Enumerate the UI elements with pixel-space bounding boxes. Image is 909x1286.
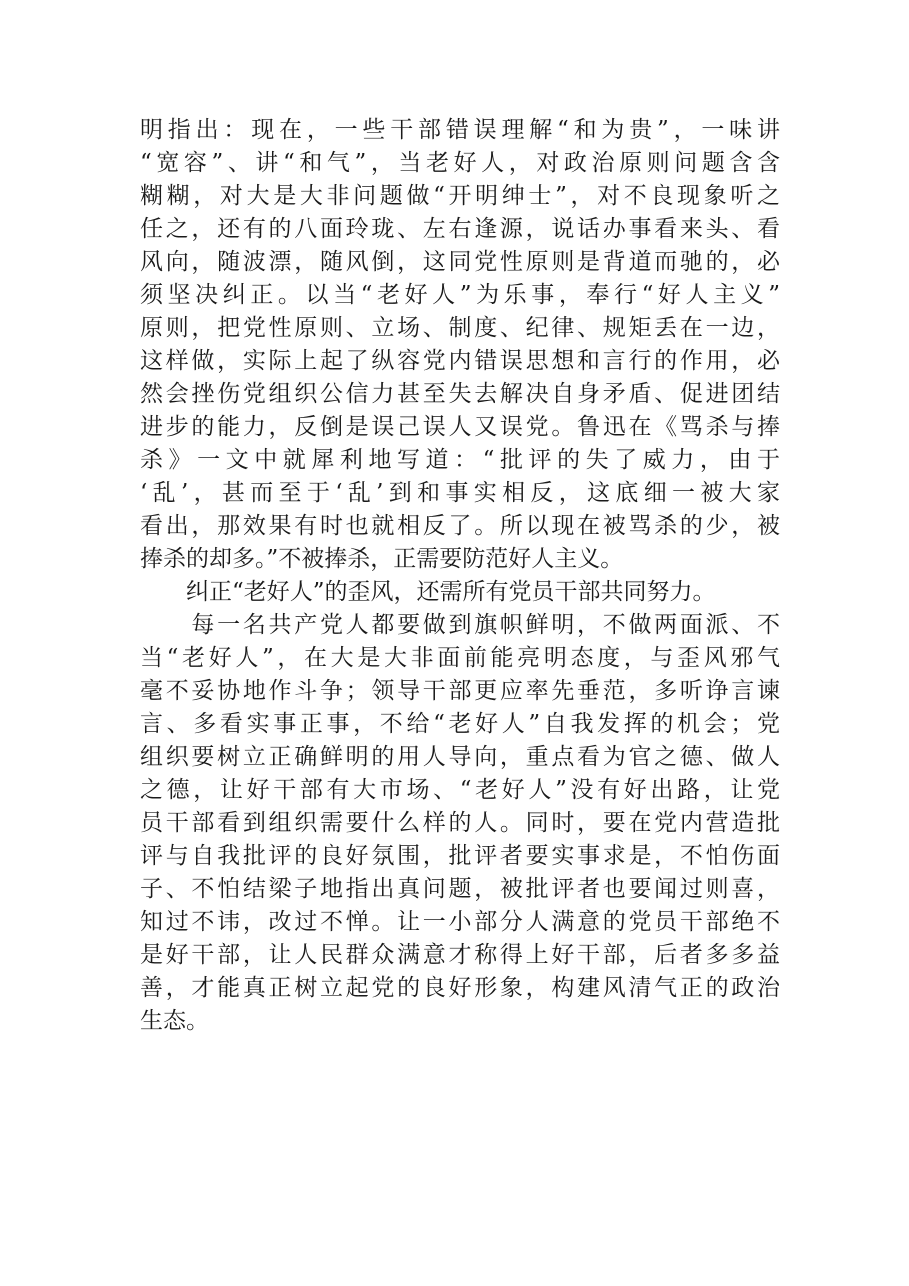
- text-line: 纠正“老好人”的歪风，还需所有党员干部共同努力。: [140, 579, 716, 605]
- text-line: 然会挫伤党组织公信力甚至失去解决自身矛盾、促进团结: [140, 381, 780, 407]
- article-body: [140, 114, 780, 1038]
- text-line: 须坚决纠正。以当“老好人”为乐事，奉行“好人主义”: [140, 282, 780, 308]
- text-line: 糊糊，对大是大非问题做“开明绅士”，对不良现象听之: [140, 183, 780, 209]
- text-line: 进步的能力，反倒是误己误人又误党。鲁迅在《骂杀与捧: [140, 414, 780, 440]
- text-line: 子、不怕结梁子地指出真问题，被批评者也要闻过则喜，: [140, 876, 780, 902]
- text-line: 是好干部，让人民群众满意才称得上好干部，后者多多益: [140, 942, 780, 968]
- text-line: 员干部看到组织需要什么样的人。同时，要在党内营造批: [140, 810, 780, 836]
- text-line: 原则，把党性原则、立场、制度、纪律、规矩丢在一边，: [140, 315, 780, 341]
- text-line: ‘乱’，甚而至于‘乱’到和事实相反，这底细一被大家: [140, 480, 780, 506]
- text-line: 看出，那效果有时也就相反了。所以现在被骂杀的少，被: [140, 513, 780, 539]
- text-line: 之德，让好干部有大市场、“老好人”没有好出路，让党: [140, 777, 780, 803]
- text-line: 这样做，实际上起了纵容党内错误思想和言行的作用，必: [140, 348, 780, 374]
- text-line: 明指出：现在，一些干部错误理解“和为贵”，一味讲: [140, 117, 780, 143]
- text-line: 捧杀的却多。”不被捧杀，正需要防范好人主义。: [140, 546, 624, 572]
- text-line: 杀》一文中就犀利地写道：“批评的失了威力，由于: [140, 447, 780, 473]
- text-line: 知过不讳，改过不惮。让一小部分人满意的党员干部绝不: [140, 909, 780, 935]
- text-line: 每一名共产党人都要做到旗帜鲜明，不做两面派、不: [140, 612, 780, 638]
- text-line: 组织要树立正确鲜明的用人导向，重点看为官之德、做人: [140, 744, 780, 770]
- text-line: 评与自我批评的良好氛围，批评者要实事求是，不怕伤面: [140, 843, 780, 869]
- text-line: “宽容”、讲“和气”，当老好人，对政治原则问题含含: [140, 150, 780, 176]
- text-line: 任之，还有的八面玲珑、左右逢源，说话办事看来头、看: [140, 216, 780, 242]
- text-line: 生态。: [140, 1008, 209, 1034]
- text-line: 当“老好人”，在大是大非面前能亮明态度，与歪风邪气: [140, 645, 780, 671]
- text-line: 风向，随波漂，随风倒，这同党性原则是背道而驰的，必: [140, 249, 780, 275]
- text-line: 善，才能真正树立起党的良好形象，构建风清气正的政治: [140, 975, 780, 1001]
- text-line: 言、多看实事正事，不给“老好人”自我发挥的机会；党: [140, 711, 780, 737]
- text-line: 毫不妥协地作斗争；领导干部更应率先垂范，多听诤言谏: [140, 678, 780, 704]
